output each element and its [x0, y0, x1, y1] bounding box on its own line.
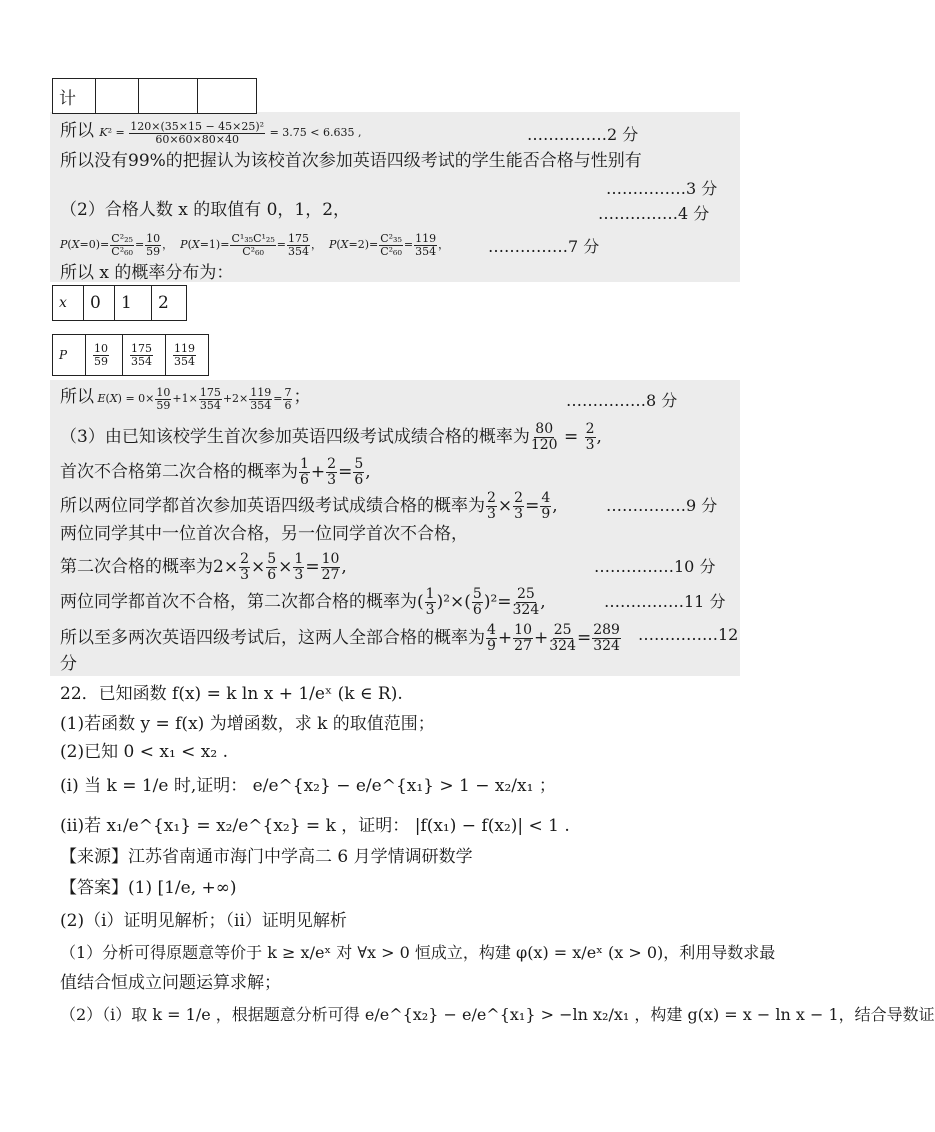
- top-table-cell: [139, 79, 198, 114]
- top-table: [52, 78, 257, 114]
- part2-score: ……………4 分: [598, 204, 710, 223]
- k2-score: ……………2 分: [527, 125, 639, 144]
- part3-line: （3）由已知该校学生首次参加英语四级考试成绩合格的概率为 $\frac{80}{120}$ = $\frac{2}{3}$ ,: [60, 421, 602, 453]
- part2-line: （2）合格人数 x 的取值有 0，1，2，: [60, 200, 351, 220]
- ex-line: 所以 E(X) = 0× $\frac{10}{59}$ +1× $\frac{175}{354}$ +2× $\frac{119}{354}$ = $\frac{7}{6}$ ；: [60, 385, 311, 412]
- ex-score: ……………8 分: [566, 391, 678, 410]
- none-text: 两位同学都首次不合格，第二次都合格的概率为: [60, 592, 417, 612]
- one2-line: 第二次合格的概率为2× $\frac{2}{3}$ × $\frac{5}{6}$ × $\frac{1}{3}$ = $\frac{10}{27}$ ,: [60, 551, 347, 583]
- second-line: 首次不合格第二次合格的概率为 $\frac{1}{6}$ + $\frac{2}{3}$ = $\frac{5}{6}$ ,: [60, 456, 371, 488]
- k2-line: [60, 120, 362, 146]
- top-table-cell: 计: [53, 79, 96, 114]
- k2-label: 所以: [60, 121, 94, 141]
- both-score: ……………9 分: [606, 496, 718, 515]
- dist-table-x: [52, 285, 187, 321]
- final-text: 所以至多两次英语四级考试后，这两人全部合格的概率为: [60, 628, 485, 648]
- q22-analysis1: （1）分析可得原题意等价于 k ≥ x/eˣ 对 ∀x > 0 恒成立，构建 φ(x) = x/eˣ (x > 0)，利用导数求最: [60, 943, 776, 962]
- q22-answer2: (2)（i）证明见解析；（ii）证明见解析: [60, 911, 347, 931]
- conclusion-score: ……………3 分: [606, 179, 718, 198]
- none-line: 两位同学都首次不合格，第二次都合格的概率为( $\frac{1}{3}$ )²×( $\frac{5}{6}$ )²= $\frac{25}{324}$ ,: [60, 586, 546, 618]
- dist-x-cell: x: [53, 286, 84, 321]
- dist-p-cell: $\frac{119}{354}$: [166, 335, 209, 376]
- none-score: ……………11 分: [604, 592, 726, 611]
- top-table-cell: [198, 79, 257, 114]
- q22-source: 【来源】江苏省南通市海门中学高二 6 月学情调研数学: [60, 847, 473, 867]
- q22-part-ii: (ii)若 x₁/e^{x₁} = x₂/e^{x₂} = k ，证明： |f(x₁) − f(x₂)| < 1 .: [60, 816, 570, 836]
- one-line: 两位同学其中一位首次合格，另一位同学首次不合格，: [60, 524, 468, 544]
- q22-answer: 【答案】(1) [1/e, +∞): [60, 878, 237, 898]
- dist-p-cell: P: [53, 335, 86, 376]
- dist-p-cell: $\frac{175}{354}$: [123, 335, 166, 376]
- k2-formula: K² = $\frac{\text{120×(35×15 − 45×25)²}}{60\times 60\times 80\times 40}$ = 3.75 < 6.635 ,: [99, 119, 362, 146]
- final-score: ……………12: [638, 625, 739, 644]
- dist-x-cell: 2: [152, 286, 187, 321]
- one2-text: 第二次合格的概率为: [60, 557, 213, 577]
- q22-analysis2: （2）（i）取 k = 1/e ，根据题意分析可得 e/e^{x₂} − e/e^{x₁} > −ln x₂/x₁ ，构建 g(x) = x − ln x − 1，结合导数证: [60, 1005, 935, 1024]
- q22-title: 22．已知函数 f(x) = k ln x + 1/eˣ (k ∈ R).: [60, 684, 403, 704]
- q22-analysis1b: 值结合恒成立问题运算求解；: [60, 973, 281, 993]
- q22-part1: (1)若函数 y = f(x) 为增函数，求 k 的取值范围；: [60, 714, 435, 734]
- dist-p-cell: $\frac{10}{59}$: [86, 335, 123, 376]
- conclusion-line: 所以没有99%的把握认为该校首次参加英语四级考试的学生能否合格与性别有: [60, 151, 642, 171]
- dist-x-cell: 1: [115, 286, 152, 321]
- part3-text: （3）由已知该校学生首次参加英语四级考试成绩合格的概率为: [60, 427, 530, 447]
- dist-table-p: [52, 334, 209, 376]
- q22-part2: (2)已知 0 < x₁ < x₂ .: [60, 742, 229, 762]
- second-text: 首次不合格第二次合格的概率为: [60, 462, 298, 482]
- both-text: 所以两位同学都首次参加英语四级考试成绩合格的概率为: [60, 496, 485, 516]
- one2-score: ……………10 分: [594, 557, 716, 576]
- top-table-cell: [96, 79, 139, 114]
- both-line: 所以两位同学都首次参加英语四级考试成绩合格的概率为 $\frac{2}{3}$ × $\frac{2}{3}$ = $\frac{4}{9}$ ,: [60, 490, 558, 522]
- prob-line: P(X=0)= $\frac{\text{C²₂₅}}{\text{C²₆₀}}$ = $\frac{10}{59}$ ， P(X=1)= $\frac{\text{C¹₃₅C¹₂₅}}{\text{C²₆₀}}$ = $\frac{175}{354}$ ， P(X=2)= $\frac{\text{C²₃₅}}{\text{C²₆₀}}$ = $\frac{119}{354}$ ，: [60, 231, 450, 258]
- dist-intro: 所以 x 的概率分布为：: [60, 263, 234, 283]
- prob-score: ……………7 分: [488, 237, 600, 256]
- dist-x-cell: 0: [84, 286, 115, 321]
- q22-part-i: (i) 当 k = 1/e 时,证明： e/e^{x₂} − e/e^{x₁} > 1 − x₂/x₁ ；: [60, 776, 556, 796]
- final-line: 所以至多两次英语四级考试后，这两人全部合格的概率为 $\frac{4}{9}$ + $\frac{10}{27}$ + $\frac{25}{324}$ = $\frac{289}{324}$: [60, 622, 620, 654]
- final-fen: 分: [60, 654, 77, 674]
